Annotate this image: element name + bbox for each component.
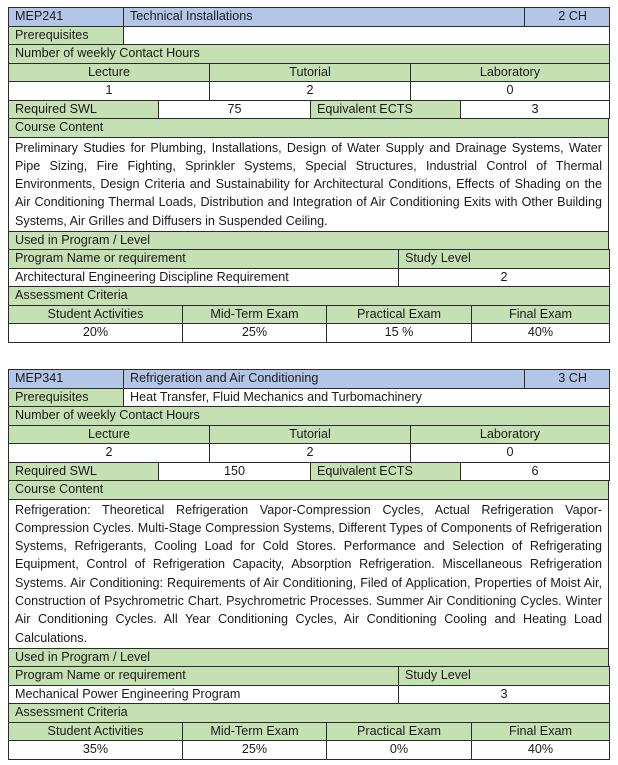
course-code: MEP341	[9, 370, 124, 389]
swl-row	[9, 462, 610, 481]
assessment-label: Assessment Criteria	[9, 287, 610, 306]
swl-label: Required SWL	[9, 100, 159, 119]
study-level: 3	[399, 685, 610, 704]
prerequisites-value: Heat Transfer, Fluid Mechanics and Turbomachinery	[124, 388, 610, 407]
course-header-row	[9, 8, 610, 27]
contact-hours-header-row	[9, 425, 610, 444]
laboratory-header: Laboratory	[411, 425, 610, 444]
laboratory-hours: 0	[411, 82, 610, 101]
student-activities-value: 35%	[9, 741, 183, 760]
level-header: Study Level	[399, 250, 610, 269]
program-table	[8, 666, 610, 704]
course-title: Refrigeration and Air Conditioning	[124, 370, 525, 389]
course-header-table	[8, 7, 610, 27]
laboratory-hours: 0	[411, 444, 610, 463]
credit-hours: 2 CH	[525, 8, 610, 27]
course-table-mep341	[8, 369, 609, 760]
ects-label: Equivalent ECTS	[311, 462, 461, 481]
program-header-row	[9, 250, 610, 269]
practical-value: 15 %	[327, 324, 472, 343]
swl-value: 150	[159, 462, 311, 481]
tutorial-hours: 2	[210, 444, 411, 463]
ects-value: 3	[461, 100, 610, 119]
program-header-row	[9, 667, 610, 686]
swl-label: Required SWL	[9, 462, 159, 481]
practical-header: Practical Exam	[327, 305, 472, 324]
tutorial-header: Tutorial	[210, 63, 411, 82]
prerequisites-value	[124, 26, 610, 45]
assessment-value-row	[9, 324, 610, 343]
content-label: Course Content	[9, 119, 609, 138]
final-value: 40%	[472, 741, 610, 760]
contact-hours-label: Number of weekly Contact Hours	[9, 407, 610, 426]
assessment-value-row	[9, 741, 610, 760]
midterm-value: 25%	[183, 741, 327, 760]
contact-hours-label: Number of weekly Contact Hours	[9, 45, 610, 64]
ects-value: 6	[461, 462, 610, 481]
used-in-label: Used in Program / Level	[9, 648, 609, 667]
lecture-header: Lecture	[9, 425, 210, 444]
course-content: Preliminary Studies for Plumbing, Installations, Design of Water Supply and Drainage Systems, Water Pipe Sizing, Fire Fighting, Sprinkler Systems, Special Structures, Industrial Control of Thermal Environments, Design Criteria and Sustainability for Architectural Conditions, Effects of Shading on the Air Conditioning Thermal Loads, Distribution and Integration of Air Conditioning Exits with Other Building Systems, Air Grilles and Diffusers in Suspended Ceiling.	[9, 137, 609, 231]
course-code: MEP241	[9, 8, 124, 27]
contact-hours-value-row	[9, 82, 610, 101]
course-header-table	[8, 369, 610, 389]
student-activities-value: 20%	[9, 324, 183, 343]
midterm-header: Mid-Term Exam	[183, 305, 327, 324]
program-value-row	[9, 268, 610, 287]
prerequisites-label: Prerequisites	[9, 26, 124, 45]
course-table-mep241	[8, 7, 609, 343]
course-title: Technical Installations	[124, 8, 525, 27]
prerequisites-row	[9, 26, 610, 45]
credit-hours: 3 CH	[525, 370, 610, 389]
midterm-header: Mid-Term Exam	[183, 722, 327, 741]
lecture-hours: 1	[9, 82, 210, 101]
prerequisites-label: Prerequisites	[9, 388, 124, 407]
practical-value: 0%	[327, 741, 472, 760]
ects-label: Equivalent ECTS	[311, 100, 461, 119]
contact-hours-value-row	[9, 444, 610, 463]
course-header-row	[9, 370, 610, 389]
program-name: Architectural Engineering Discipline Requirement	[9, 268, 399, 287]
level-header: Study Level	[399, 667, 610, 686]
tutorial-header: Tutorial	[210, 425, 411, 444]
lecture-header: Lecture	[9, 63, 210, 82]
program-name: Mechanical Power Engineering Program	[9, 685, 399, 704]
laboratory-header: Laboratory	[411, 63, 610, 82]
used-in-label: Used in Program / Level	[9, 231, 609, 250]
swl-table	[8, 462, 610, 482]
program-header: Program Name or requirement	[9, 667, 399, 686]
prerequisites-table	[8, 26, 610, 46]
assessment-label: Assessment Criteria	[9, 704, 610, 723]
final-value: 40%	[472, 324, 610, 343]
student-activities-header: Student Activities	[9, 722, 183, 741]
program-value-row	[9, 685, 610, 704]
program-header: Program Name or requirement	[9, 250, 399, 269]
program-table	[8, 249, 610, 287]
practical-header: Practical Exam	[327, 722, 472, 741]
assessment-table	[8, 703, 610, 760]
assessment-header-row	[9, 722, 610, 741]
content-label: Course Content	[9, 481, 609, 500]
study-level: 2	[399, 268, 610, 287]
midterm-value: 25%	[183, 324, 327, 343]
swl-row	[9, 100, 610, 119]
student-activities-header: Student Activities	[9, 305, 183, 324]
tutorial-hours: 2	[210, 82, 411, 101]
contact-hours-table	[8, 44, 610, 101]
final-header: Final Exam	[472, 722, 610, 741]
lecture-hours: 2	[9, 444, 210, 463]
swl-value: 75	[159, 100, 311, 119]
swl-table	[8, 100, 610, 120]
contact-hours-table	[8, 406, 610, 463]
contact-hours-header-row	[9, 63, 610, 82]
prerequisites-table	[8, 388, 610, 408]
prerequisites-row	[9, 388, 610, 407]
content-table	[8, 480, 609, 667]
final-header: Final Exam	[472, 305, 610, 324]
assessment-header-row	[9, 305, 610, 324]
course-content: Refrigeration: Theoretical Refrigeration Vapor-Compression Cycles, Actual Refrigeration Vapor-Compression Cycles. Multi-Stage Compression Systems, Different Types of Components of Refrigeration Systems, Refrigerants, Cooling Load for Cold Stores. Performance and Selection of Refrigerating Equipment, Control of Refrigeration Capacity, Absorption Refrigeration. Miscellaneous Refrigeration Systems. Air Conditioning: Requirements of Air Conditioning, Filed of Application, Properties of Moist Air, Construction of Psychrometric Chart. Psychrometric Processes. Summer Air Conditioning Cycles. Winter Air Conditioning Cycles. All Year Conditioning Cycles, Air Conditioning Cooling and Heating Load Calculations.	[9, 499, 609, 648]
content-table	[8, 118, 609, 250]
assessment-table	[8, 286, 610, 343]
